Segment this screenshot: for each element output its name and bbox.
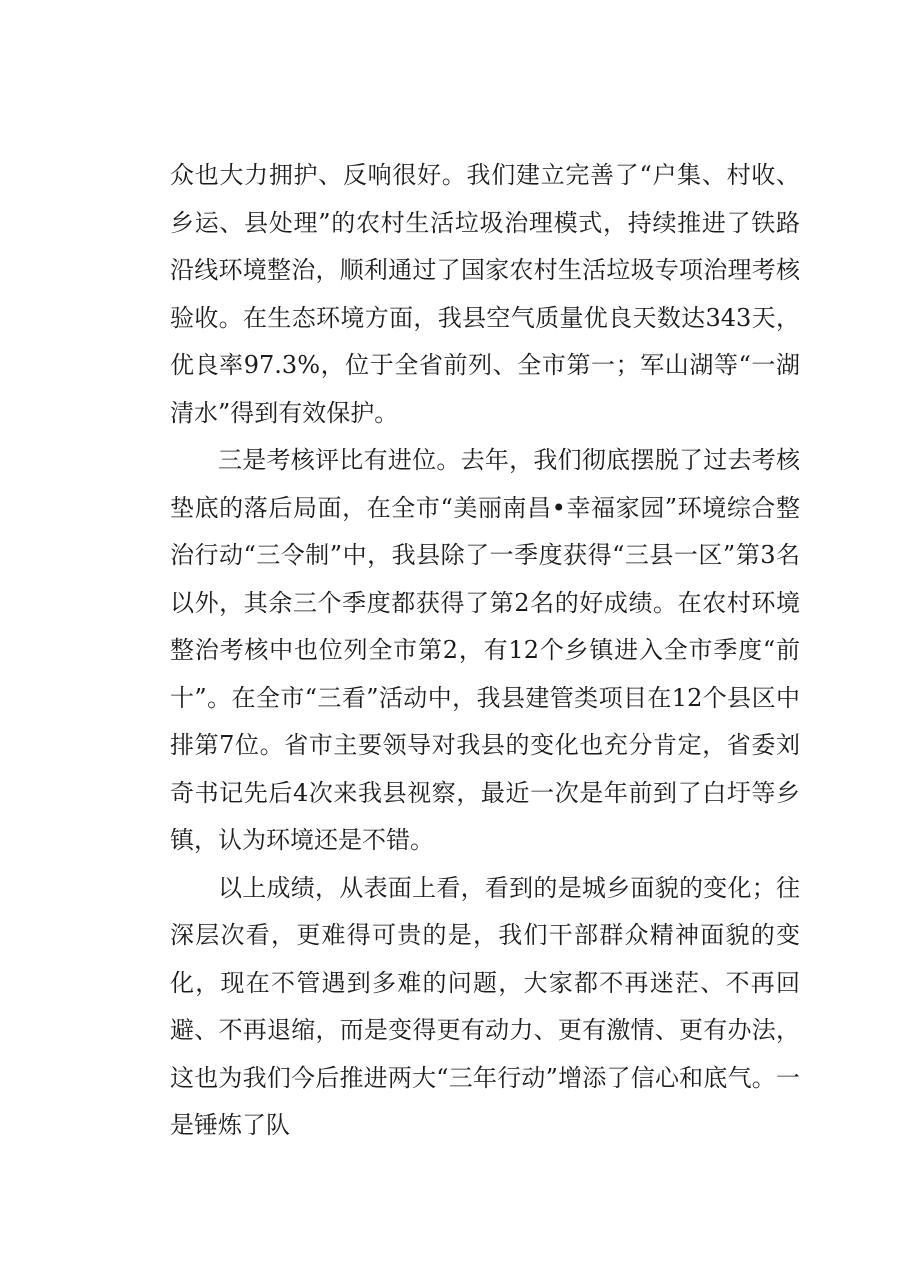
paragraph-assessment-ranking: 三是考核评比有进位。去年，我们彻底摆脱了过去考核垫底的落后局面，在全市“美丽南昌•幸福家园”环境综合整治行动“三令制”中，我县除了一季度获得“三县一区”第3名以外，其余三个季度都获得了第2名的好成绩。在农村环境整治考核中也位列全市第2，有12个乡镇进入全市季度“前十”。在全市“三看”活动中，我县建管类项目在12个县区中排第7位。省市主要领导对我县的变化也充分肯定，省委刘奇书记先后4次来我县视察，最近一次是年前到了白圩等乡镇，认为环境还是不错。 [170,446,800,854]
paragraph-continuation: 众也大力拥护、反响很好。我们建立完善了“户集、村收、乡运、县处理”的农村生活垃圾治理模式，持续推进了铁路沿线环境整治，顺利通过了国家农村生活垃圾专项治理考核验收。在生态环境方面，我县空气质量优良天数达343天，优良率97.3%，位于全省前列、全市第一；军山湖等“一湖清水”得到有效保护。 [170,161,800,427]
document-body [170,152,800,1150]
paragraph-summary: 以上成绩，从表面上看，看到的是城乡面貌的变化；往深层次看，更难得可贵的是，我们干部群众精神面貌的变化，现在不管遇到多难的问题，大家都不再迷茫、不再回避、不再退缩，而是变得更有动力、更有激情、更有办法，这也为我们今后推进两大“三年行动”增添了信心和底气。一是锤炼了队 [170,873,800,1139]
